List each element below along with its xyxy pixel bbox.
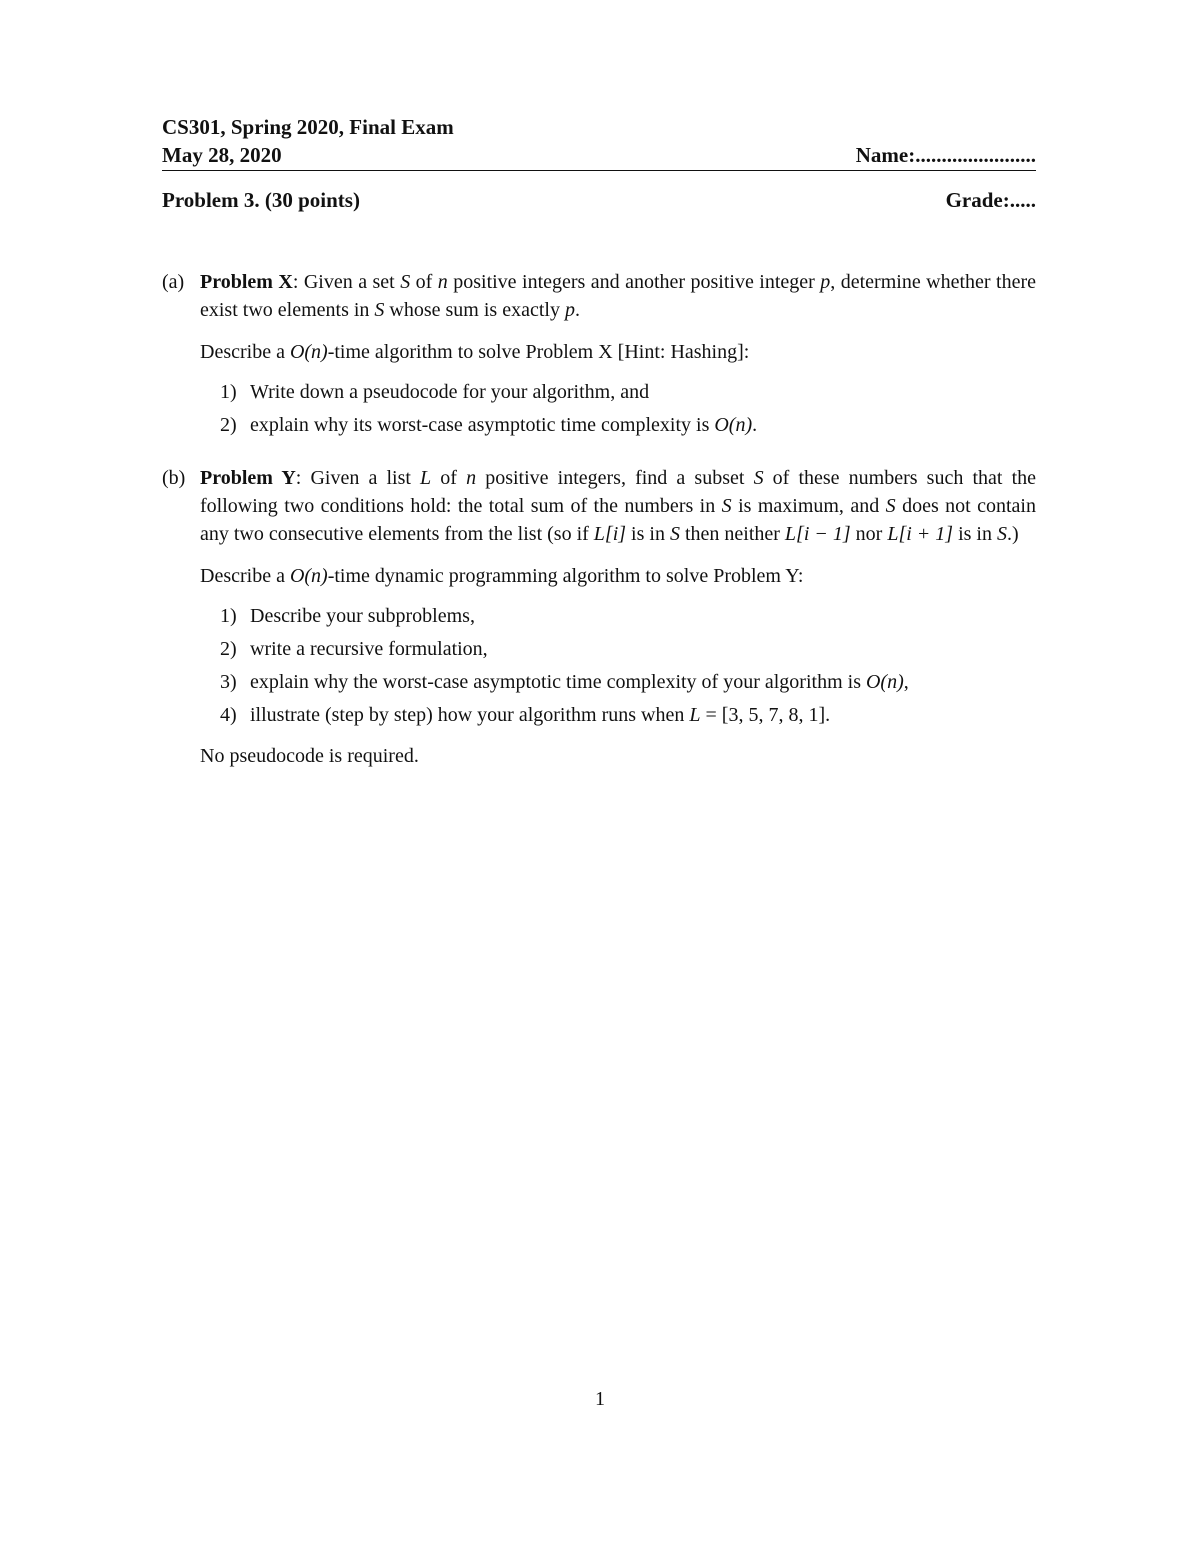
math-var: S <box>400 271 411 293</box>
text: of <box>410 271 438 293</box>
text: positive integers, find a subset <box>476 467 754 489</box>
math-var: n <box>437 271 448 293</box>
part-b-describe <box>200 562 1036 590</box>
item-tail: , <box>903 671 909 693</box>
text: nor <box>850 523 888 545</box>
math-var: p <box>820 271 831 293</box>
text: then neither <box>679 523 785 545</box>
text: whose sum is exactly <box>384 299 565 321</box>
math-var: L <box>420 467 432 489</box>
header-row-course <box>162 114 1036 140</box>
math-var: n <box>466 467 477 489</box>
item-text: Write down a pseudocode for your algorithm, and <box>250 381 650 403</box>
text: , determine whether there exist two elements in <box>200 271 1036 321</box>
item-number: 3) <box>220 671 237 693</box>
math-var: S <box>753 467 764 489</box>
text: of <box>431 467 467 489</box>
math-var: S <box>997 523 1007 545</box>
text: is in <box>953 523 997 545</box>
page-number: 1 <box>595 1388 605 1410</box>
math-expr: L[i + 1] <box>887 523 954 545</box>
header-row-date <box>162 142 1036 168</box>
math-var: S <box>374 299 385 321</box>
part-b-steps <box>200 600 1036 732</box>
item-number: 2) <box>220 638 237 660</box>
part-a-steps <box>200 376 1036 442</box>
math-var: S <box>669 523 680 545</box>
text: -time dynamic programming algorithm to solve Problem Y: <box>327 565 804 587</box>
math-expr: O(n) <box>865 671 904 693</box>
part-b-label: (b) <box>162 467 186 489</box>
item-tail: = [3, 5, 7, 8, 1]. <box>700 704 831 726</box>
text: .) <box>1007 523 1019 545</box>
text: . <box>574 299 580 321</box>
math-var: S <box>721 495 732 517</box>
part-b-statement <box>200 464 1036 548</box>
item-number: 1) <box>220 605 237 627</box>
math-expr: O(n) <box>714 414 753 436</box>
text: is in <box>626 523 670 545</box>
part-a-title: Problem X <box>200 271 293 293</box>
item-text: illustrate (step by step) how your algorithm runs when <box>250 704 690 726</box>
name-field: Name:....................... <box>855 143 1036 167</box>
math-expr: O(n) <box>289 341 328 363</box>
problem-heading: Problem 3. (30 points) <box>162 188 360 212</box>
part-b-closing: No pseudocode is required. <box>200 745 419 767</box>
item-number: 4) <box>220 704 237 726</box>
item-number: 1) <box>220 381 237 403</box>
list-item <box>200 376 1036 409</box>
math-var: S <box>885 495 896 517</box>
text: Describe a <box>200 565 290 587</box>
item-text: Describe your subproblems, <box>250 605 475 627</box>
text: : Given a set <box>292 271 401 293</box>
list-item <box>200 600 1036 633</box>
math-expr: L[i − 1] <box>784 523 851 545</box>
text: -time algorithm to solve Problem X [Hint: Hashing]: <box>327 341 750 363</box>
list-item <box>200 699 1036 732</box>
list-item <box>200 666 1036 699</box>
grade-field: Grade:..... <box>945 188 1036 212</box>
list-item <box>200 633 1036 666</box>
part-a-describe <box>200 338 1036 366</box>
part-a-statement <box>200 268 1036 324</box>
math-var: p <box>564 299 575 321</box>
text: positive integers and another positive integer <box>447 271 821 293</box>
math-expr: L[i] <box>593 523 627 545</box>
header-row-problem <box>162 187 1036 213</box>
text: is maximum, and <box>731 495 886 517</box>
list-item <box>200 409 1036 442</box>
course-title: CS301, Spring 2020, Final Exam <box>162 115 454 139</box>
item-text: explain why its worst-case asymptotic time complexity is <box>250 414 715 436</box>
header-rule <box>162 170 1036 171</box>
text: of these numbers such that the following two conditions hold: the total sum of the numbers in <box>200 467 1037 517</box>
part-b <box>162 464 1036 770</box>
text: : Given a list <box>295 467 421 489</box>
text: Describe a <box>200 341 290 363</box>
item-number: 2) <box>220 414 237 436</box>
item-text: write a recursive formulation, <box>250 638 488 660</box>
part-a <box>162 268 1036 442</box>
part-b-title: Problem Y <box>200 467 296 489</box>
math-expr: L <box>689 704 701 726</box>
exam-date: May 28, 2020 <box>162 143 282 167</box>
text: does not contain any two consecutive elements from the list (so if <box>200 495 1036 545</box>
item-text: explain why the worst-case asymptotic time complexity of your algorithm is <box>250 671 866 693</box>
item-tail: . <box>752 414 758 436</box>
math-expr: O(n) <box>289 565 328 587</box>
part-a-label: (a) <box>162 271 185 293</box>
